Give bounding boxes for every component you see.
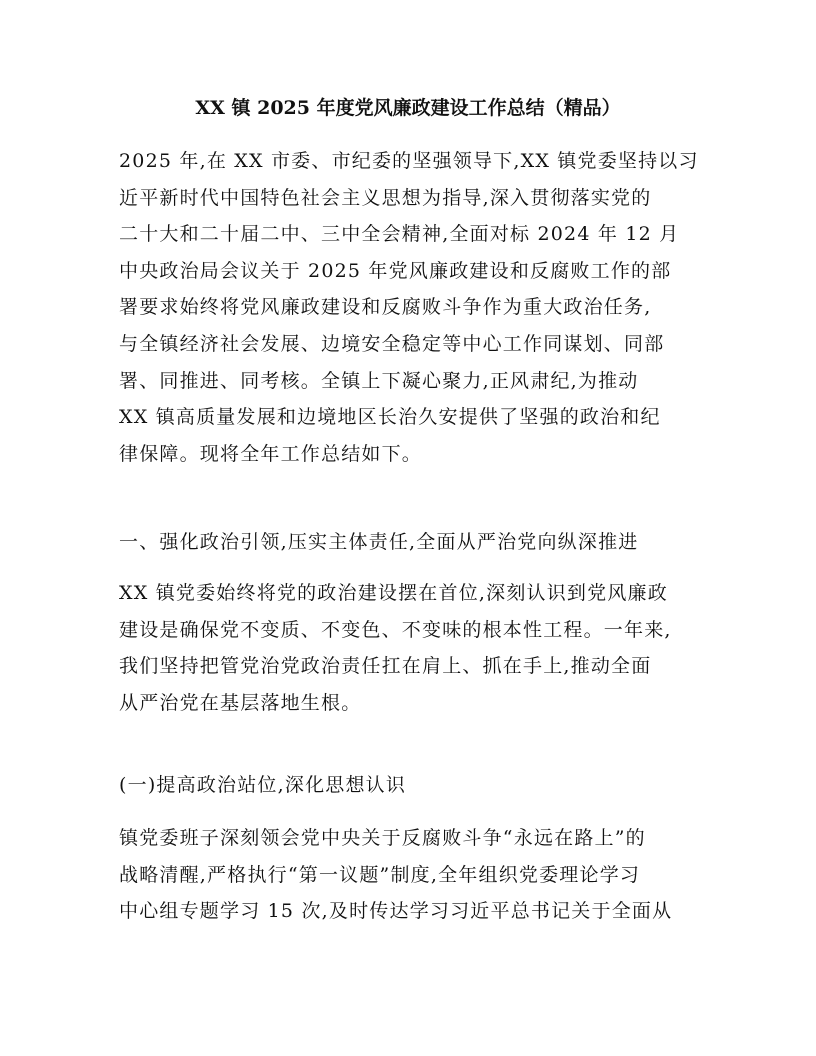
section-1-line: 从严治党在基层落地生根。 xyxy=(119,691,362,714)
intro-line: 律保障。现将全年工作总结如下。 xyxy=(119,442,423,465)
section-1-line: XX 镇党委始终将党的政治建设摆在首位,深刻认识到党风廉政 xyxy=(119,582,668,604)
section-1-heading: 一、强化政治引领,压实主体责任,全面从严治党向纵深推进 xyxy=(119,531,639,553)
intro-line: 二十大和二十届二中、三中全会精神,全面对标 2024 年 12 月 xyxy=(119,223,680,246)
intro-line: 近平新时代中国特色社会主义思想为指导,深入贯彻落实党的 xyxy=(119,186,652,209)
intro-line: 中央政治局会议关于 2025 年党风廉政建设和反腐败工作的部 xyxy=(119,259,672,282)
intro-line: 署要求始终将党风廉政建设和反腐败斗争作为重大政治任务, xyxy=(119,296,652,319)
subsection-1-paragraph xyxy=(119,820,729,930)
intro-line: XX 镇高质量发展和边境地区长治久安提供了坚强的政治和纪 xyxy=(119,406,661,429)
section-1-line: 我们坚持把管党治党政治责任扛在肩上、抓在手上,推动全面 xyxy=(119,655,652,678)
intro-paragraph xyxy=(119,143,729,472)
subsection-1-line: 战略清醒,严格执行“第一议题”制度,全年组织党委理论学习 xyxy=(119,863,641,886)
intro-line: 署、同推进、同考核。全镇上下凝心聚力,正风肃纪,为推动 xyxy=(119,369,639,392)
subsection-1-heading: (一)提高政治站位,深化思想认识 xyxy=(119,774,407,796)
section-1-line: 建设是确保党不变质、不变色、不变味的根本性工程。一年来, xyxy=(119,618,672,641)
intro-line: 2025 年,在 XX 市委、市纪委的坚强领导下,XX 镇党委坚持以习 xyxy=(119,150,699,172)
intro-line: 与全镇经济社会发展、边境安全稳定等中心工作同谋划、同部 xyxy=(119,332,665,355)
section-1-paragraph xyxy=(119,575,729,721)
subsection-1-line: 中心组专题学习 15 次,及时传达学习习近平总书记关于全面从 xyxy=(119,900,673,923)
subsection-1-line: 镇党委班子深刻领会党中央关于反腐败斗争“永远在路上”的 xyxy=(119,827,646,849)
document-title: XX 镇 2025 年度党风廉政建设工作总结（精品） xyxy=(195,97,621,119)
